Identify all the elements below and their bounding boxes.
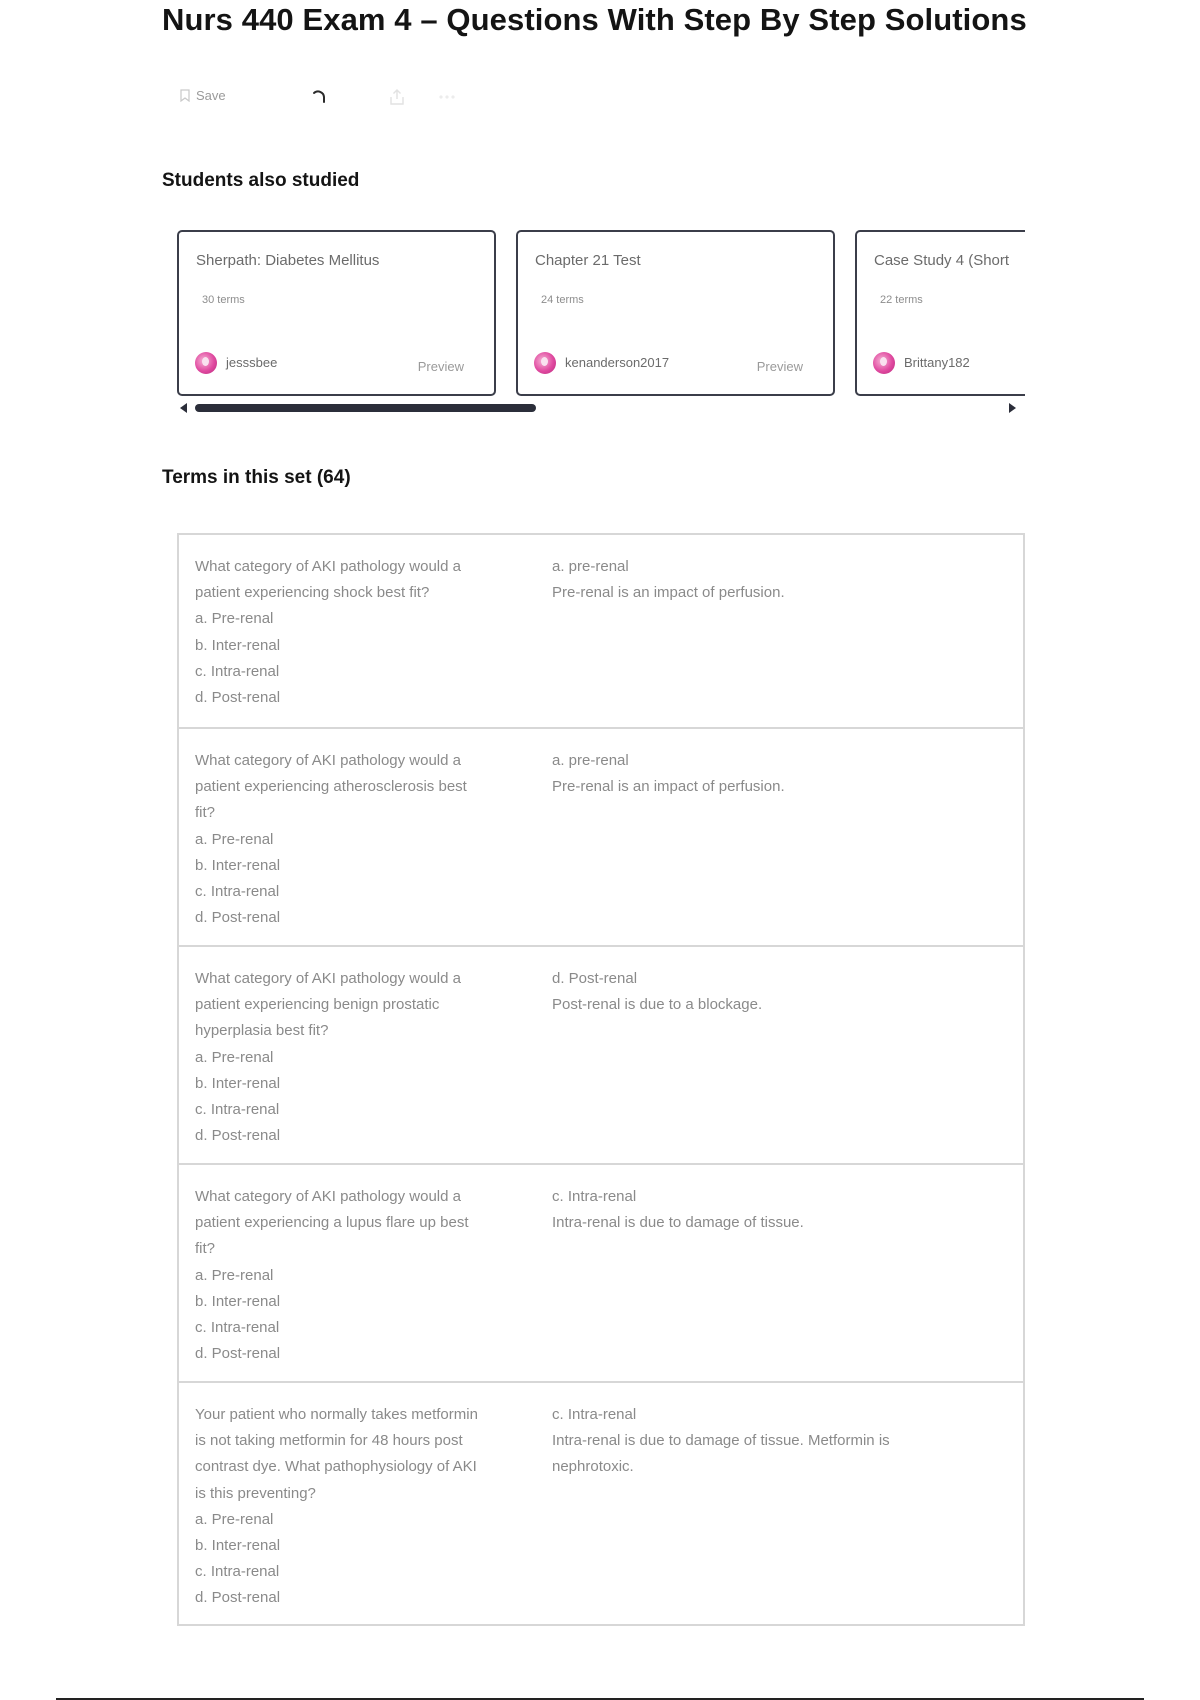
question-line: d. Post-renal [195, 1127, 281, 1145]
study-set-carousel [177, 230, 1025, 415]
term-answer [552, 748, 952, 800]
question-line: a. Pre-renal [195, 1266, 274, 1284]
question-line: c. Intra-renal [195, 662, 280, 680]
question-line: hyperplasia best fit? [195, 1022, 329, 1040]
term-question [195, 966, 515, 1149]
avatar [534, 352, 556, 374]
answer-line: c. Intra-renal [552, 1406, 637, 1423]
term-row [179, 535, 1023, 727]
answer-line: a. pre-renal [552, 558, 629, 575]
term-question [195, 1184, 515, 1367]
answer-line: Pre-renal is an impact of perfusion. [552, 584, 785, 602]
answer-line: a. pre-renal [552, 752, 629, 769]
question-line: is this preventing? [195, 1484, 316, 1502]
scroll-left-arrow-icon[interactable] [180, 403, 187, 413]
study-set-card[interactable] [516, 230, 835, 396]
answer-line: nephrotoxic. [552, 1458, 634, 1476]
question-line: d. Post-renal [195, 1589, 281, 1607]
preview-button[interactable]: Preview [417, 359, 464, 374]
question-line: What category of AKI pathology would a [195, 1188, 461, 1205]
question-line: b. Inter-renal [195, 856, 281, 874]
question-line: patient experiencing atherosclerosis best [195, 778, 467, 796]
question-line: d. Post-renal [195, 1345, 281, 1363]
question-line: What category of AKI pathology would a [195, 970, 461, 987]
terms-in-set-heading: Terms in this set (64) [162, 467, 351, 488]
question-line: a. Pre-renal [195, 1048, 274, 1066]
card-title: Sherpath: Diabetes Mellitus [196, 252, 380, 269]
answer-line: Post-renal is due to a blockage. [552, 996, 763, 1014]
term-row [179, 727, 1023, 945]
avatar [873, 352, 895, 374]
terms-table [177, 533, 1025, 1626]
question-line: b. Inter-renal [195, 636, 281, 654]
more-icon[interactable] [436, 86, 458, 108]
save-label: Save [196, 88, 226, 103]
question-line: fit? [195, 804, 216, 822]
question-line: a. Pre-renal [195, 1510, 274, 1528]
bookmark-icon [180, 89, 190, 102]
question-line: patient experiencing shock best fit? [195, 584, 430, 602]
question-line: c. Intra-renal [195, 1563, 280, 1581]
term-answer [552, 966, 952, 1018]
question-line: Your patient who normally takes metformin [195, 1406, 478, 1423]
answer-line: Pre-renal is an impact of perfusion. [552, 778, 785, 796]
question-line: c. Intra-renal [195, 883, 280, 901]
card-username: kenanderson2017 [565, 355, 670, 370]
loading-spinner-icon [308, 86, 330, 108]
share-icon[interactable] [386, 86, 408, 108]
card-title: Case Study 4 (Short [874, 252, 1010, 269]
term-row [179, 945, 1023, 1163]
preview-button[interactable]: Preview [756, 359, 803, 374]
card-username: jesssbee [226, 355, 278, 370]
question-line: b. Inter-renal [195, 1537, 281, 1555]
answer-line: Intra-renal is due to damage of tissue. [552, 1214, 804, 1232]
question-line: What category of AKI pathology would a [195, 558, 461, 575]
question-line: d. Post-renal [195, 689, 281, 707]
page-title: Nurs 440 Exam 4 – Questions With Step By Step Solutions [162, 2, 1027, 37]
answer-line: d. Post-renal [552, 970, 638, 987]
study-set-card[interactable] [855, 230, 1025, 396]
scrollbar-thumb[interactable] [195, 404, 536, 412]
question-line: a. Pre-renal [195, 610, 274, 628]
question-line: c. Intra-renal [195, 1319, 280, 1337]
save-button[interactable] [180, 88, 226, 103]
avatar [195, 352, 217, 374]
answer-line: Intra-renal is due to damage of tissue. Metformin is [552, 1432, 890, 1450]
card-title: Chapter 21 Test [535, 252, 641, 269]
card-term-count: 24 terms [541, 294, 584, 306]
study-set-card[interactable] [177, 230, 496, 396]
question-line: patient experiencing benign prostatic [195, 996, 440, 1014]
term-answer [552, 554, 952, 606]
term-answer [552, 1184, 952, 1236]
answer-line: c. Intra-renal [552, 1188, 637, 1205]
term-answer [552, 1402, 952, 1481]
question-line: b. Inter-renal [195, 1074, 281, 1092]
toolbar [180, 84, 480, 114]
question-line: b. Inter-renal [195, 1292, 281, 1310]
question-line: is not taking metformin for 48 hours post [195, 1432, 463, 1450]
card-term-count: 22 terms [880, 294, 923, 306]
term-question [195, 554, 515, 711]
term-row [179, 1163, 1023, 1381]
question-line: patient experiencing a lupus flare up best [195, 1214, 469, 1232]
question-line: a. Pre-renal [195, 830, 274, 848]
question-line: fit? [195, 1240, 216, 1258]
question-line: d. Post-renal [195, 909, 281, 927]
term-row [179, 1381, 1023, 1624]
scroll-right-arrow-icon[interactable] [1009, 403, 1016, 413]
question-line: contrast dye. What pathophysiology of AKI [195, 1458, 477, 1476]
students-also-studied-heading: Students also studied [162, 170, 360, 191]
question-line: What category of AKI pathology would a [195, 752, 461, 769]
term-question [195, 1402, 515, 1612]
card-username: Brittany182 [904, 355, 970, 370]
carousel-scrollbar[interactable] [180, 403, 1016, 413]
question-line: c. Intra-renal [195, 1101, 280, 1119]
card-term-count: 30 terms [202, 294, 245, 306]
term-question [195, 748, 515, 931]
